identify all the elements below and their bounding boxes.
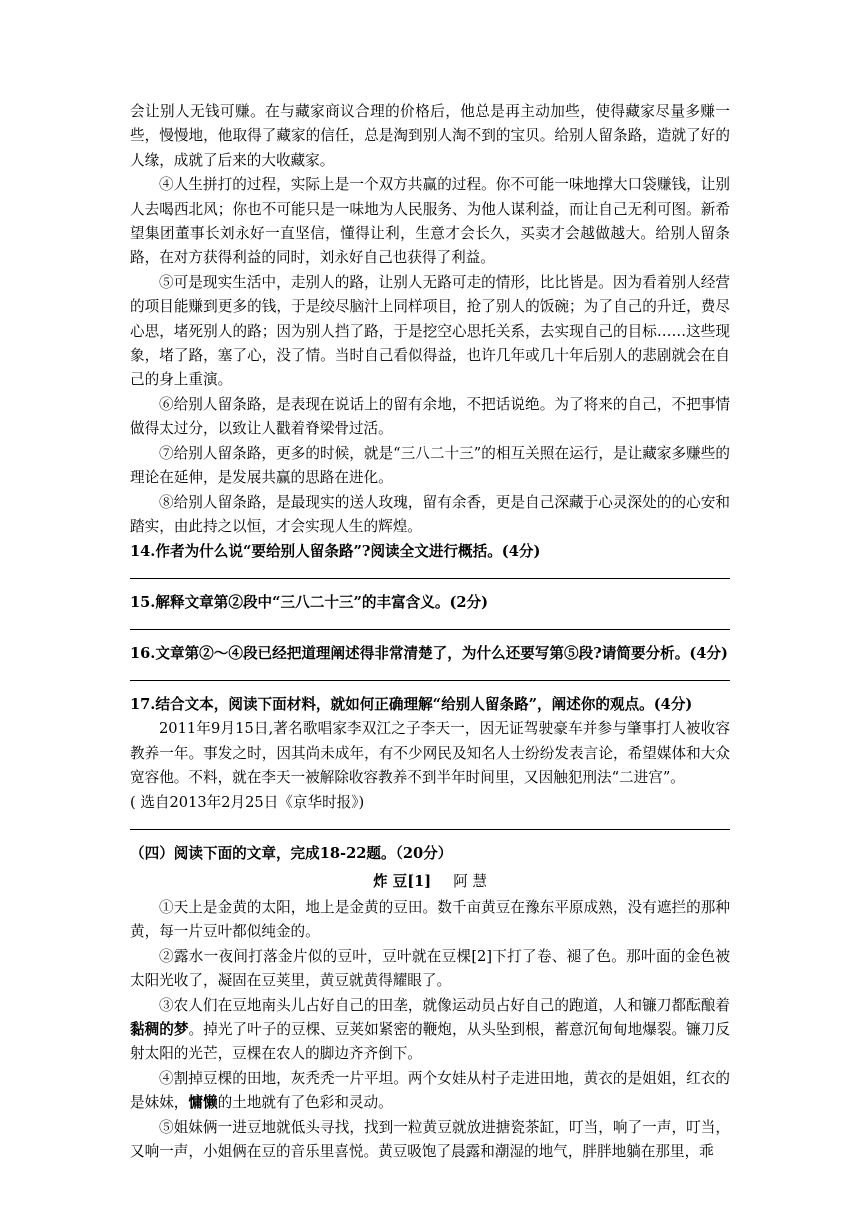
article-paragraph-5: ⑤姐妹俩一进豆地就低头寻找，找到一粒黄豆就放进搪瓷茶缸，叮当，响了一声，叮当，又响一声，小姐俩在豆的音乐里喜悦。黄豆吸饱了晨露和潮湿的地气，胖胖地躺在那里，乖 bbox=[130, 1118, 730, 1160]
passage-paragraph-4: ④人生拼打的过程，实际上是一个双方共赢的过程。你不可能一味地撑大口袋赚钱，让别人去喝西北风；你也不可能只是一味地为人民服务、为他人谋利益，而让自己无利可图。新希望集团董事长刘永好一直坚信，懂得让利，生意才会长久，买卖才会越做越大。给别人留条路，在对方获得利益的同时，刘永好自己也获得了利益。 bbox=[130, 176, 730, 267]
question-14: 14.作者为什么说“要给别人留条路”?阅读全文进行概括。(4分) bbox=[130, 543, 541, 561]
article-paragraph-3-part-b: 。掉光了叶子的豆棵、豆荚如紧密的鞭炮，从头坠到根，蓄意沉甸甸地爆裂。镰刀反射太阳的光芒，豆棵在农人的脚边齐齐倒下。 bbox=[130, 1020, 730, 1063]
emphasized-phrase-sticky-dream: 黏稠的梦 bbox=[130, 1020, 189, 1038]
article-paragraph-4 bbox=[130, 1067, 730, 1116]
article-paragraph-1: ①天上是金黄的太阳，地上是金黄的豆田。数千亩黄豆在豫东平原成熟，没有遮拦的那种黄，每一片豆叶都似纯金的。 bbox=[130, 898, 730, 941]
answer-line-14 bbox=[130, 578, 730, 579]
answer-line-15 bbox=[130, 629, 730, 630]
question-17-material: 2011年9月15日,著名歌唱家李双江之子李天一，因无证驾驶豪车并参与肇事打人被收容教养一年。事发之时，因其尚未成年，有不少网民及知名人士纷纷发表言论，希望媒体和大众宽容他。不料，就在李天一被解除收容教养不到半年时间里，又因触犯刑法“二进宫”。 bbox=[130, 720, 730, 787]
passage-paragraph-5: ⑤可是现实生活中，走别人的路，让别人无路可走的情形，比比皆是。因为看着别人经营的项目能赚到更多的钱，于是绞尽脑汁上同样项目，抢了别人的饭碗；为了自己的升迁，费尽心思，堵死别人的路；因为别人挡了路，于是挖空心思托关系，去实现自己的目标……这些现象，堵了路，塞了心，没了情。当时自己看似得益，也许几年或几十年后别人的悲剧就会在自己的身上重演。 bbox=[130, 273, 730, 389]
article-title: 炸 豆[1] bbox=[372, 872, 432, 890]
article-paragraph-2: ②露水一夜间打落金片似的豆叶，豆叶就在豆棵[2]下打了卷、褪了色。那叶面的金色被太阳光收了，凝固在豆荚里，黄豆就黄得耀眼了。 bbox=[130, 947, 730, 990]
article-paragraph-3-part-a: ③农人们在豆地南头儿占好自己的田垄，就像运动员占好自己的跑道，人和镰刀都酝酿着 bbox=[159, 996, 730, 1014]
answer-line-17 bbox=[130, 829, 730, 830]
answer-line-16 bbox=[130, 680, 730, 681]
article-paragraph-4-part-b: 的土地就有了色彩和灵动。 bbox=[217, 1094, 393, 1112]
question-16: 16.文章第②～④段已经把道理阐述得非常清楚了，为什么还要写第⑤段?请简要分析。(4分) bbox=[130, 645, 728, 663]
article-author: 阿 慧 bbox=[453, 872, 488, 890]
passage-paragraph-7: ⑦给别人留条路，更多的时候，就是“三八二十三”的相互关照在运行，是让藏家多赚些的理论在延伸，是发展共赢的思路在进化。 bbox=[130, 444, 730, 487]
question-17-source: ( 选自2013年2月25日《京华时报》) bbox=[130, 793, 365, 811]
article-title-line bbox=[130, 870, 730, 894]
question-17: 17.结合文本，阅读下面材料，就如何正确理解“给别人留条路”，阐述你的观点。(4分) bbox=[130, 696, 693, 714]
article-paragraph-3 bbox=[130, 994, 730, 1067]
emphasized-word-lazy: 慵懒 bbox=[188, 1094, 218, 1112]
passage-paragraph-8: ⑧给别人留条路，是最现实的送人玫瑰，留有余香，更是自己深藏于心灵深处的的心安和踏实，由此持之以恒，才会实现人生的辉煌。 bbox=[130, 493, 730, 535]
section-4-heading: （四）阅读下面的文章，完成18-22题。（20分） bbox=[130, 844, 453, 862]
document-page bbox=[130, 100, 730, 1164]
question-15: 15.解释文章第②段中“三八二十三”的丰富含义。(2分) bbox=[130, 594, 489, 612]
passage-paragraph-6: ⑥给别人留条路，是表现在说话上的留有余地，不把话说绝。为了将来的自己，不把事情做得太过分，以致让人戳着脊梁骨过活。 bbox=[130, 395, 730, 438]
passage-paragraph-continued: 会让别人无钱可赚。在与藏家商议合理的价格后，他总是再主动加些，使得藏家尽量多赚一些，慢慢地，他取得了藏家的信任，总是淘到别人淘不到的宝贝。给别人留条路，造就了好的人缘，成就了后来的大收藏家。 bbox=[130, 103, 730, 169]
article-paragraph-4-part-a: ④割掉豆棵的田地，灰秃秃一片平坦。两个女娃从村子走进田地，黄衣的是姐姐，红衣的是妹妹， bbox=[130, 1069, 730, 1112]
